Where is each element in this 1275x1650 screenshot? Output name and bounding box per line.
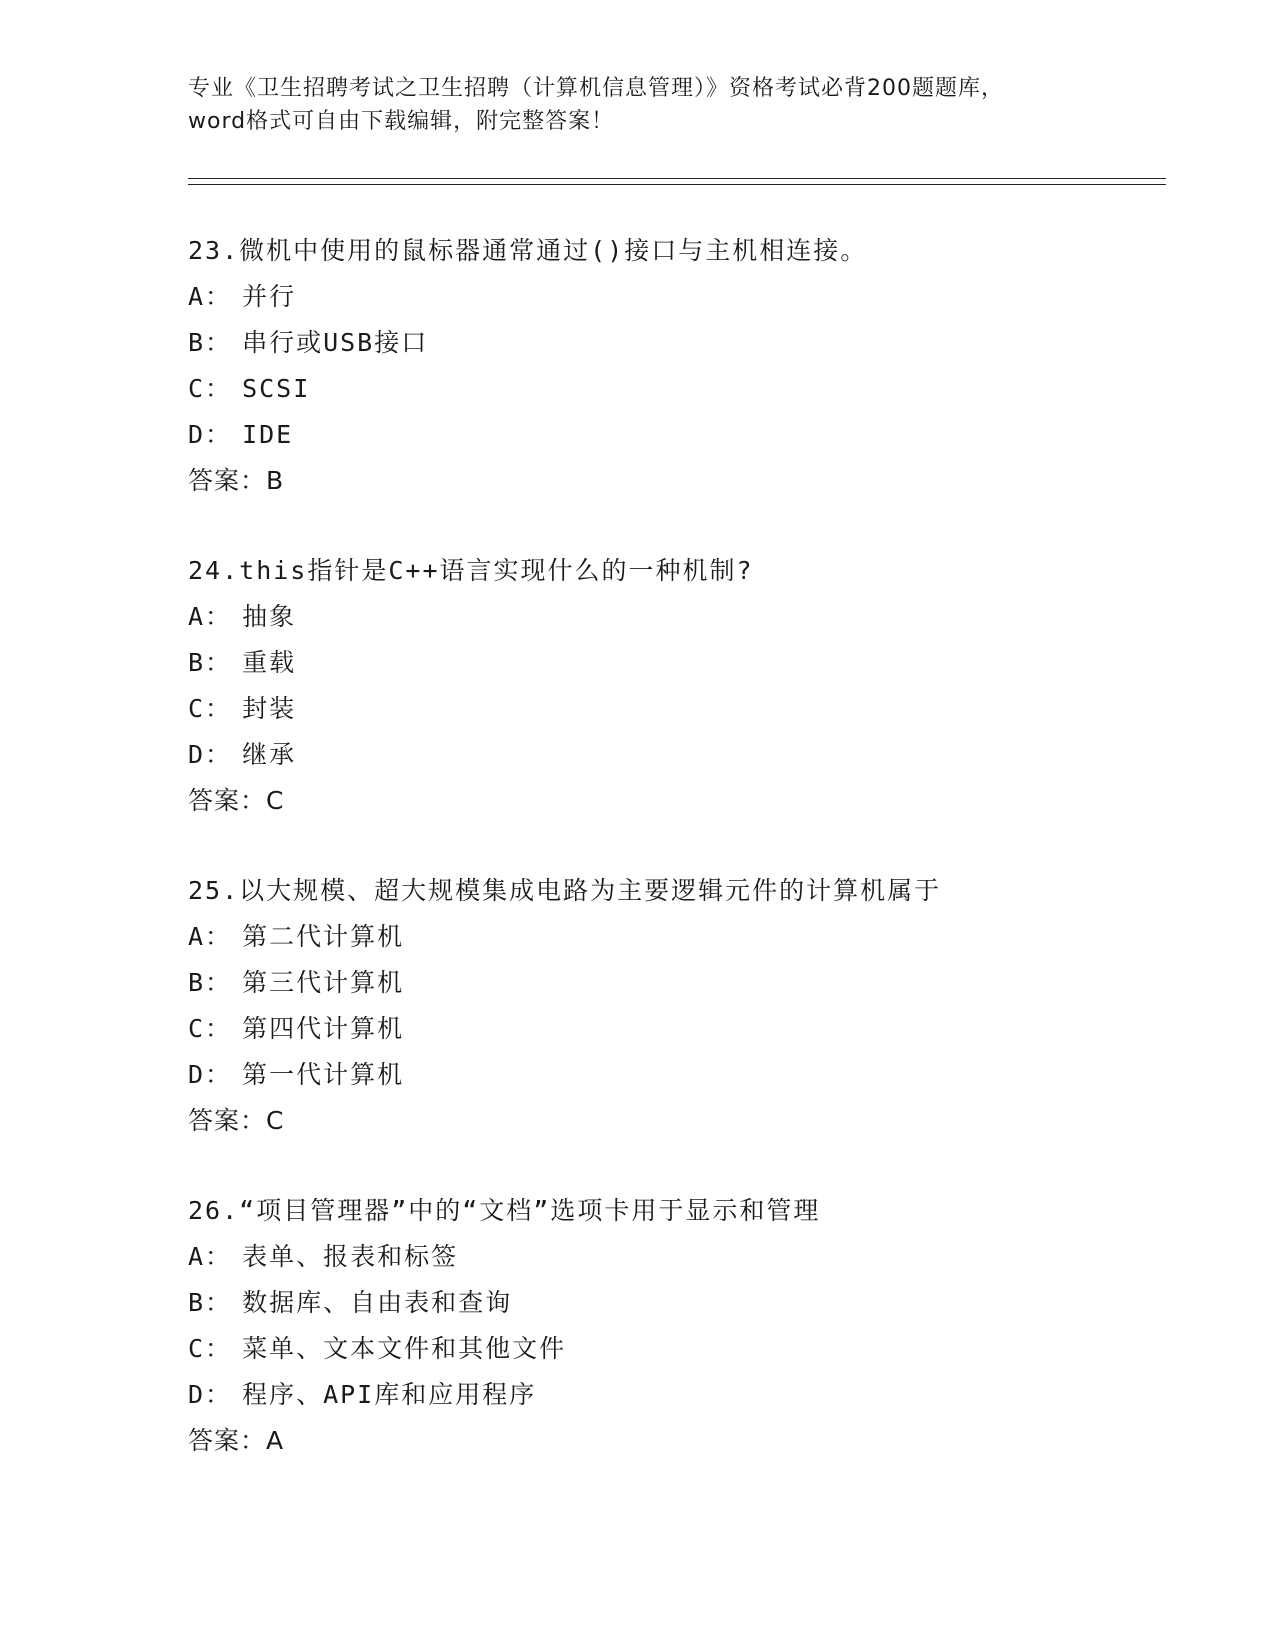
document-header <box>188 72 1088 138</box>
question-25 <box>188 868 1188 1144</box>
option-b <box>188 1280 1188 1326</box>
option-a <box>188 274 1188 320</box>
option-letter: B： <box>188 1288 233 1317</box>
answer-line: 答案：A <box>188 1426 285 1455</box>
header-divider-top <box>188 178 1166 179</box>
option-letter: D： <box>188 420 233 449</box>
question-23 <box>188 228 1188 504</box>
option-c <box>188 686 1188 732</box>
option-text: 封装 <box>242 694 297 723</box>
option-text: 串行或USB接口 <box>242 328 429 357</box>
option-text: 菜单、文本文件和其他文件 <box>242 1334 567 1363</box>
option-a <box>188 594 1188 640</box>
option-letter: A： <box>188 1242 233 1271</box>
option-b <box>188 960 1188 1006</box>
option-b <box>188 640 1188 686</box>
option-letter: B： <box>188 968 233 997</box>
question-stem: 26.“项目管理器”中的“文档”选项卡用于显示和管理 <box>188 1196 821 1225</box>
option-c <box>188 1326 1188 1372</box>
option-a <box>188 1234 1188 1280</box>
option-letter: B： <box>188 648 233 677</box>
option-c <box>188 1006 1188 1052</box>
option-text: 继承 <box>242 740 297 769</box>
option-letter: C： <box>188 1334 233 1363</box>
option-c <box>188 366 1188 412</box>
option-text: 重载 <box>242 648 297 677</box>
option-letter: D： <box>188 740 233 769</box>
question-stem: 23.微机中使用的鼠标器通常通过()接口与主机相连接。 <box>188 236 868 265</box>
option-letter: D： <box>188 1060 233 1089</box>
option-letter: A： <box>188 922 233 951</box>
option-text: 第三代计算机 <box>242 968 405 997</box>
option-text: 数据库、自由表和查询 <box>242 1288 513 1317</box>
option-text: 表单、报表和标签 <box>242 1242 459 1271</box>
option-text: IDE <box>242 420 294 449</box>
option-letter: A： <box>188 602 233 631</box>
option-d <box>188 412 1188 458</box>
option-letter: C： <box>188 374 233 403</box>
option-letter: A： <box>188 282 233 311</box>
option-text: SCSI <box>242 374 311 403</box>
option-d <box>188 1372 1188 1418</box>
option-d <box>188 1052 1188 1098</box>
option-text: 程序、API库和应用程序 <box>242 1380 537 1409</box>
option-text: 第四代计算机 <box>242 1014 405 1043</box>
answer-line: 答案：C <box>188 1106 285 1135</box>
header-line-1: 专业《卫生招聘考试之卫生招聘（计算机信息管理）》资格考试必背200题题库， <box>188 76 1004 101</box>
option-text: 并行 <box>242 282 297 311</box>
option-letter: C： <box>188 1014 233 1043</box>
header-divider-bottom <box>188 184 1166 185</box>
question-stem: 24.this指针是C++语言实现什么的一种机制? <box>188 556 754 585</box>
option-letter: B： <box>188 328 233 357</box>
option-d <box>188 732 1188 778</box>
header-line-2: word格式可自由下载编辑，附完整答案！ <box>188 109 615 134</box>
option-a <box>188 914 1188 960</box>
option-letter: C： <box>188 694 233 723</box>
option-letter: D： <box>188 1380 233 1409</box>
question-stem: 25.以大规模、超大规模集成电路为主要逻辑元件的计算机属于 <box>188 876 942 905</box>
question-24 <box>188 548 1188 824</box>
option-text: 第二代计算机 <box>242 922 405 951</box>
answer-line: 答案：C <box>188 786 285 815</box>
option-b <box>188 320 1188 366</box>
option-text: 第一代计算机 <box>242 1060 405 1089</box>
question-26 <box>188 1188 1188 1464</box>
answer-line: 答案：B <box>188 466 285 495</box>
option-text: 抽象 <box>242 602 297 631</box>
